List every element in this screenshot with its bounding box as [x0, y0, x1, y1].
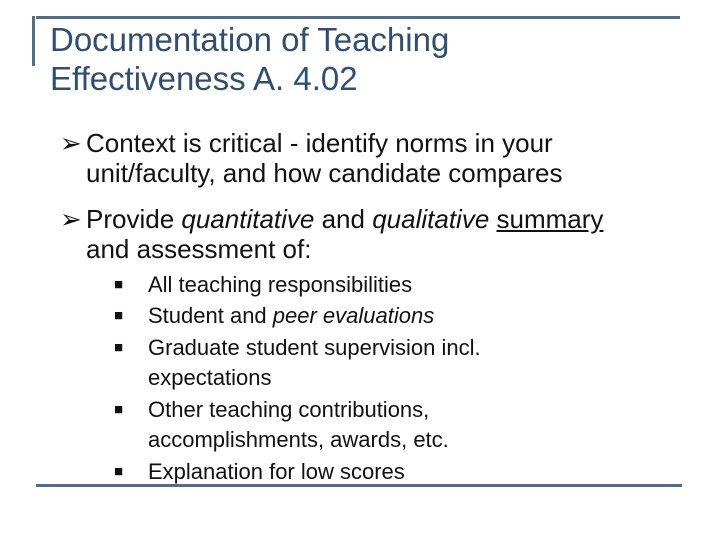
bullet-context — [60, 128, 562, 188]
subbullet-text: Graduate student supervision incl. — [148, 335, 481, 360]
subbullet-text: Other teaching contributions, — [148, 397, 430, 422]
square-bullet-icon: ■ — [114, 276, 124, 293]
subbullet-contributions — [114, 395, 449, 455]
subbullet-responsibilities — [114, 270, 412, 300]
bullet-text-quantitative: quantitative — [181, 204, 315, 234]
title-line-1: Documentation of Teaching — [50, 21, 450, 58]
bullet-text-cont: unit/faculty, and how candidate compares — [86, 158, 563, 188]
arrow-bullet-icon: ➢ — [60, 204, 82, 234]
bullet-text: Context is critical - identify norms in your — [86, 128, 553, 158]
subbullet-text-em: peer evaluations — [272, 303, 435, 328]
top-rule — [36, 16, 680, 19]
left-rule — [32, 16, 35, 66]
bullet-text-pre: Provide — [86, 204, 182, 234]
square-bullet-icon: ■ — [114, 339, 124, 356]
square-bullet-icon: ■ — [114, 401, 124, 418]
subbullet-text-pre: Student and — [148, 303, 273, 328]
square-bullet-icon: ■ — [114, 307, 124, 324]
subbullet-text-cont: accomplishments, awards, etc. — [148, 427, 449, 452]
bullet-text-summary: summary — [496, 204, 604, 234]
subbullet-supervision — [114, 333, 481, 393]
subbullet-evaluations — [114, 301, 434, 331]
bullet-provide — [60, 204, 603, 264]
bullet-text-mid: and — [314, 204, 373, 234]
slide-title — [50, 20, 670, 98]
subbullet-text: All teaching responsibilities — [148, 272, 413, 297]
square-bullet-icon: ■ — [114, 463, 124, 480]
title-line-2: Effectiveness A. 4.02 — [50, 60, 358, 97]
subbullet-low-scores — [114, 457, 405, 487]
subbullet-text: Explanation for low scores — [148, 459, 405, 484]
bullet-text-cont: and assessment of: — [86, 234, 312, 264]
arrow-bullet-icon: ➢ — [60, 128, 82, 158]
bullet-text-space — [489, 204, 496, 234]
bullet-text-qualitative: qualitative — [372, 204, 490, 234]
bottom-rule — [36, 484, 682, 487]
subbullet-text-cont: expectations — [148, 365, 272, 390]
